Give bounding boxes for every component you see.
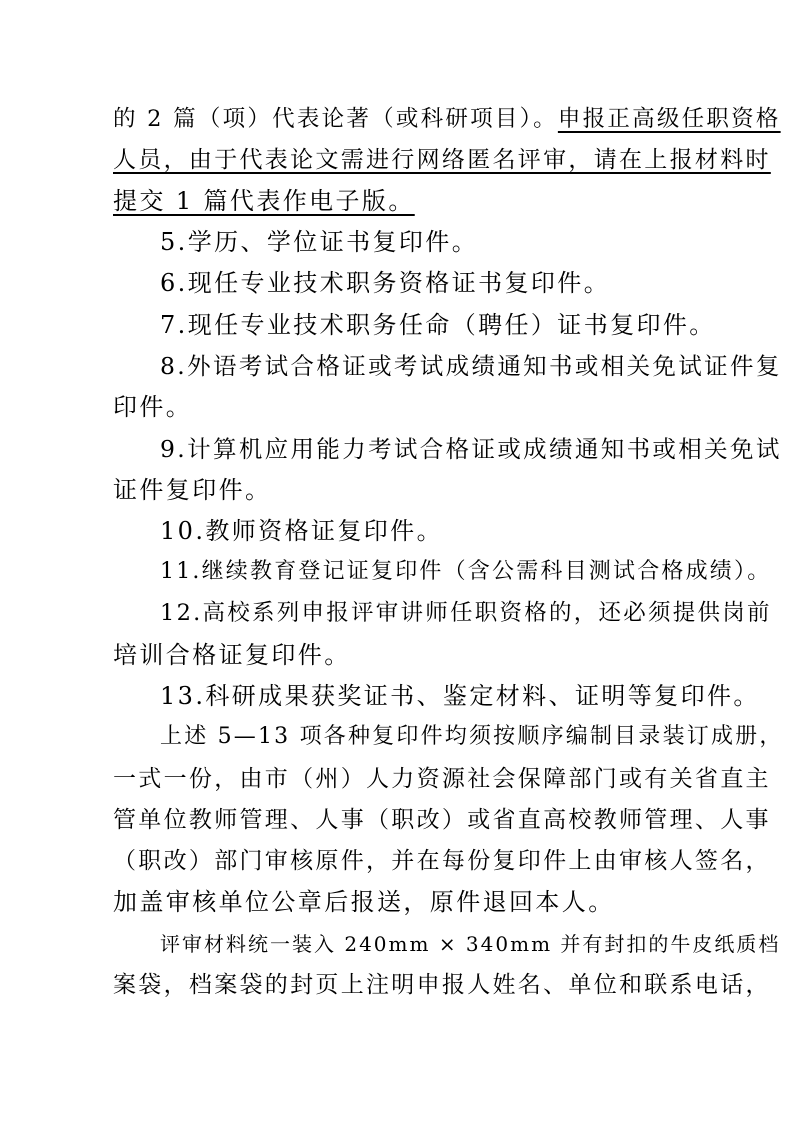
text-line [160,929,780,959]
text-run: （职改）部门审核原件，并在每份复印件上由审核人签名， [113,848,771,874]
text-run: 13.科研成果获奖证书、鉴定材料、证明等复印件。 [160,682,760,710]
text-line [160,516,443,546]
text-line [113,764,771,794]
text-line [113,970,771,1000]
text-line [113,887,615,917]
text-line [160,434,782,464]
text-line [113,392,192,422]
text-run: 上述 5—13 项各种复印件均须按顺序编制目录装订成册， [160,724,784,749]
text-run: 5.学历、学位证书复印件。 [160,228,479,256]
text-line [113,475,271,505]
text-run: 培训合格证复印件。 [113,641,351,669]
text-run: 11.继续教育登记证复印件（含公需科目测试合格成绩）。 [160,559,772,584]
text-run: 案袋，档案袋的封页上注明申报人姓名、单位和联系电话， [113,972,771,998]
text-line [113,145,771,175]
text-line [160,722,784,752]
underlined-text: 提交 1 篇代表作电子版。 [113,187,415,215]
text-line [113,805,771,835]
text-line [160,227,478,257]
underlined-text: 人员，由于代表论文需进行网络匿名评审，请在上报材料时 [113,147,771,173]
text-run: 10.教师资格证复印件。 [160,517,443,545]
text-line [160,310,716,340]
text-run: 管单位教师管理、人事（职改）或省直高校教师管理、人事 [113,807,771,833]
text-run: 加盖审核单位公章后报送，原件退回本人。 [113,888,615,916]
underlined-text: 申报正高级任职资格 [557,106,781,132]
text-line [160,598,772,628]
text-line [160,557,771,587]
text-line [113,186,415,216]
text-run: 证件复印件。 [113,476,272,504]
text-run: 一式一份，由市（州）人力资源社会保障部门或有关省直主 [113,766,771,792]
text-line [160,351,782,381]
text-run: 9.计算机应用能力考试合格证或成绩通知书或相关免试 [160,435,782,463]
text-run: 8.外语考试合格证或考试成绩通知书或相关免试证件复 [160,352,782,380]
text-run: 7.现任专业技术职务任命（聘任）证书复印件。 [160,311,716,339]
text-line [160,268,610,298]
text-run: 印件。 [113,393,193,421]
text-run: 12.高校系列申报评审讲师任职资格的，还必须提供岗前 [160,600,772,626]
text-line [113,846,771,876]
text-run: 评审材料统一装入 240mm × 340mm 并有封扣的牛皮纸质档 [160,932,781,956]
text-line [160,681,760,711]
text-line [113,640,351,670]
text-run: 6.现任专业技术职务资格证书复印件。 [160,269,611,297]
text-run: 的 2 篇（项）代表论著（或科研项目）。 [113,106,558,132]
text-line [113,104,781,134]
